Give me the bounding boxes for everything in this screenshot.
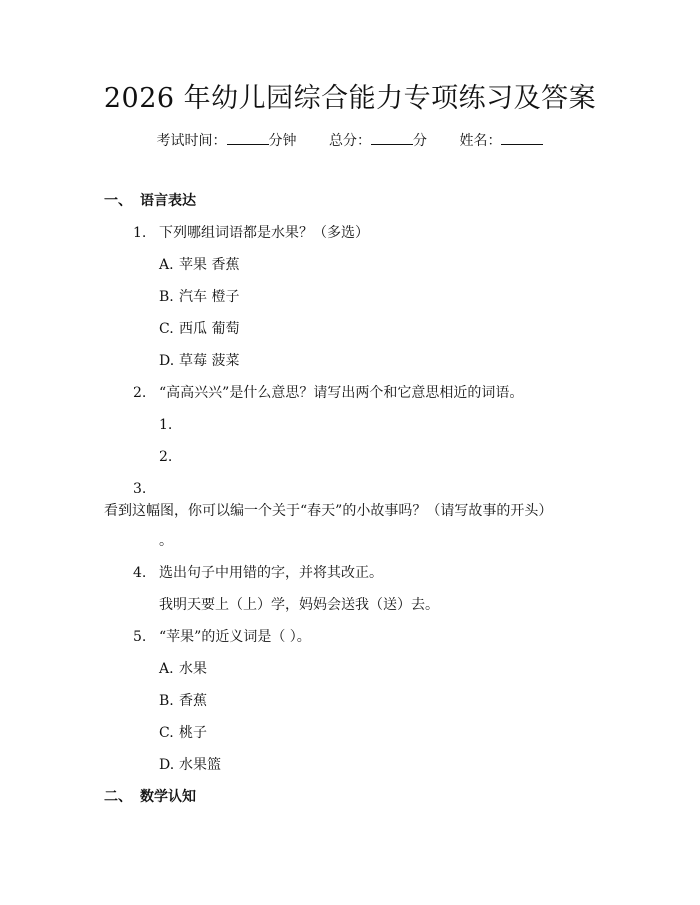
exam-time-label: 考试时间：	[156, 133, 227, 149]
question-number: 2.	[133, 385, 147, 401]
score-field	[329, 130, 427, 152]
question-2	[133, 382, 603, 404]
option-b[interactable]	[159, 690, 207, 712]
question-3	[104, 478, 604, 522]
option-text: 草莓 菠菜	[179, 353, 240, 369]
section-title: 语言表达	[140, 193, 196, 209]
option-d[interactable]	[159, 350, 239, 372]
section-title: 数学认知	[140, 789, 196, 805]
score-unit: 分	[413, 133, 427, 149]
option-letter: B.	[159, 289, 174, 305]
name-blank[interactable]	[501, 130, 543, 145]
question-number: 4.	[133, 565, 147, 581]
option-letter: D.	[159, 757, 175, 773]
option-text: 桃子	[179, 725, 207, 741]
section-number: 二、	[104, 789, 132, 805]
score-blank[interactable]	[371, 130, 413, 145]
question-1	[133, 222, 603, 244]
exam-time-unit: 分钟	[268, 133, 297, 149]
score-label: 总分：	[329, 133, 371, 149]
exam-info	[0, 130, 700, 152]
option-text: 苹果 香蕉	[179, 257, 240, 273]
answer-blank-1[interactable]: 1.	[159, 417, 173, 433]
option-text: 香蕉	[179, 693, 207, 709]
option-letter: D.	[159, 353, 175, 369]
question-text: 下列哪组词语都是水果？（多选）	[159, 225, 369, 241]
section-heading	[104, 190, 196, 212]
question-number: 5.	[133, 629, 147, 645]
option-d[interactable]	[159, 754, 221, 776]
option-letter: C.	[159, 725, 174, 741]
option-a[interactable]	[159, 254, 239, 276]
option-letter: A.	[159, 661, 174, 677]
section-number: 一、	[104, 193, 132, 209]
question-number: 1.	[133, 225, 147, 241]
page-title: 2026 年幼儿园综合能力专项练习及答案	[103, 83, 597, 114]
question-text: “苹果”的近义词是（ ）。	[159, 629, 311, 645]
question-text: “高高兴兴”是什么意思？请写出两个和它意思相近的词语。	[159, 385, 524, 401]
option-letter: C.	[159, 321, 174, 337]
answer-blank-2[interactable]: 2.	[159, 449, 173, 465]
option-letter: A.	[159, 257, 174, 273]
name-label: 姓名：	[459, 133, 502, 149]
question-sentence: 我明天要上（上）学，妈妈会送我（送）去。	[159, 597, 439, 613]
option-b[interactable]	[159, 286, 239, 308]
question-text: 看到这幅图，你可以编一个关于“春天”的小故事吗？（请写故事的开头）	[104, 503, 553, 519]
question-number: 3.	[133, 481, 147, 497]
option-c[interactable]	[159, 722, 207, 744]
option-text: 水果	[179, 661, 207, 677]
name-field	[459, 130, 543, 152]
option-c[interactable]	[159, 318, 239, 340]
option-text: 汽车 橙子	[179, 289, 240, 305]
option-text: 水果篮	[179, 757, 221, 773]
question-text: 选出句子中用错的字，并将其改正。	[159, 565, 383, 581]
option-a[interactable]	[159, 658, 207, 680]
story-answer[interactable]: 。	[159, 533, 173, 549]
exam-time-blank[interactable]	[227, 130, 269, 145]
option-letter: B.	[159, 693, 174, 709]
question-5	[133, 626, 603, 648]
section-heading	[104, 786, 196, 808]
question-4	[133, 562, 603, 584]
option-text: 西瓜 葡萄	[179, 321, 240, 337]
exam-time-field	[157, 130, 297, 152]
